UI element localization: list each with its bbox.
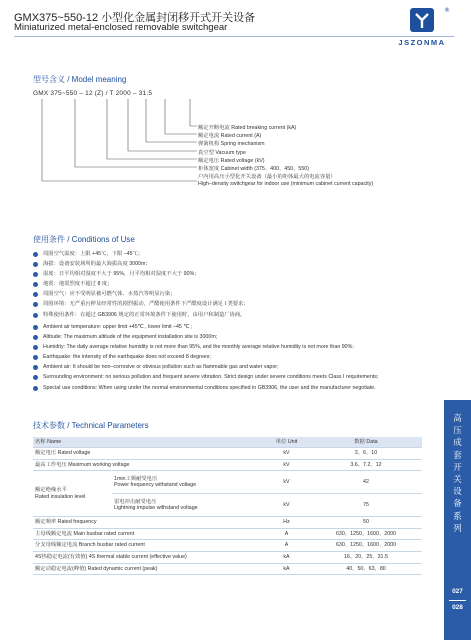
page-title: GMX375~550-12 小型化金属封闭移开式开关设备 xyxy=(14,12,256,24)
cell-unit: A xyxy=(284,530,289,537)
sidebar-series-tab xyxy=(444,400,471,640)
legend-cabinet-width: 柜体宽度 Cabinet width (375、400、450、550) xyxy=(198,166,309,172)
table-header-row xyxy=(33,437,422,448)
table-row xyxy=(33,563,422,575)
cell-unit: A xyxy=(284,542,289,549)
cell-name: 额定动稳定电流(峰值) Rated dynamic current (peak) xyxy=(35,565,158,572)
legend-breaking-current: 额定开断电流 Rated breaking current (kA) xyxy=(198,125,297,131)
cell-data: 630、1250、1600、2000 xyxy=(335,530,397,537)
table-row xyxy=(33,448,422,460)
list-item: Altitude: The maximum altitude of the equipment installation site is 3000m; xyxy=(33,332,444,342)
cell-data: 40、50、63、80 xyxy=(346,565,386,572)
legend-vacuum-type: 真空型 Vacuum type xyxy=(198,150,246,156)
page-number-divider xyxy=(449,600,466,601)
legend-indoor-cn: 户内用高压小型化开关设备（最小的柜体最大的电流容量） xyxy=(198,174,336,180)
list-item: Ambient air temperature: upper limit +45℃ , lower limit –45 ℃ ; xyxy=(33,322,444,332)
conditions-en-list xyxy=(33,322,444,393)
list-item: 海拔：设备安装场所的最大海拔高度 3000m； xyxy=(33,259,444,269)
cell-unit: kV xyxy=(283,450,290,457)
table-row xyxy=(33,517,422,529)
list-item: 周围环境：无严重污秽及经常性的剧烈振动，严酷使用条件下严酷度设计满足 I 类要求； xyxy=(33,299,444,309)
cell-unit: kA xyxy=(283,565,290,572)
cell-name: 主母线额定电流 Main busbar rated current xyxy=(35,530,135,537)
list-item: 地震：地震烈度不超过 8 度； xyxy=(33,279,444,289)
cell-name: 1min工频耐受电压 Power frequency withstand voltage xyxy=(114,475,197,489)
legend-rated-current: 额定电流 Rated current (A) xyxy=(198,133,262,139)
cell-name: 最高工作电压 Maximum working voltage xyxy=(35,461,130,468)
conditions-title: 使用条件 / Conditions of Use xyxy=(33,235,135,244)
header-name: 名称 Name xyxy=(33,437,263,448)
legend-spring-mechanism: 弹簧机构 Spring mechanism xyxy=(198,141,265,147)
list-item: 湿度：日平均相对湿度不大于 95%，月平均相对湿度不大于 90%； xyxy=(33,269,444,279)
page-number-top: 027 xyxy=(452,588,463,595)
cell-unit: kV xyxy=(283,461,290,468)
table-row xyxy=(33,471,422,494)
cell-name: 4S热稳定电流(有效值) 4S thermal stable current (effective value) xyxy=(35,554,187,561)
table-row xyxy=(33,528,422,540)
cell-data: 42 xyxy=(363,478,369,485)
model-code: GMX 375~550 – 12 (Z) / T 2000 – 31.5 xyxy=(33,90,153,97)
list-item: 周围空气温度：上限 +45℃，下限 –45℃； xyxy=(33,249,444,259)
list-item: Surrounding environment: no serious pollution and frequent severe vibration. Strict design under severe conditions meets Class I requirements; xyxy=(33,372,444,382)
list-item: Ambient air: It should be non–corrosive or obvious pollution such as flammable gas and water vapor; xyxy=(33,362,444,372)
sidebar-series-label: 高 压 成 套 开 关 设 备 系 列 xyxy=(453,413,462,533)
cell-name: 雷电冲击耐受电压 Lightning impulse withstand voltage xyxy=(114,498,198,512)
legend-indoor-en: High–density switchgear for indoor use (minimum cabinet current capacity) xyxy=(198,181,374,187)
list-item: 周围空气：应不受明显被可燃气体、水蒸汽等明显污染； xyxy=(33,289,444,299)
header-unit: 单位 Unit xyxy=(263,437,310,448)
page-subtitle: Miniaturized metal-enclosed removable switchgear xyxy=(14,22,228,33)
list-item: Earthquake: the intensity of the earthquake does not exceed 8 degrees; xyxy=(33,352,444,362)
list-item: Special use conditions: When using under the normal environmental conditions specified in GB3906, the user and the manufacturer negotiate. xyxy=(33,383,444,393)
cell-name: 额定频率 Rated frequency xyxy=(35,519,97,526)
legend-rated-voltage: 额定电压 Rated voltage (kV) xyxy=(198,158,265,164)
cell-data: 630、1250、1600、2000 xyxy=(335,542,397,549)
header-data: 数据 Data xyxy=(310,437,422,448)
logo-text: JSZONMA xyxy=(398,38,446,47)
list-item: Humidity: The daily average relative humidity is not more than 95%, and the monthly average relative humidity is not more than 90%; xyxy=(33,342,444,352)
cell-unit: Hz xyxy=(283,519,290,526)
cell-name: 额定电压 Rated voltage xyxy=(35,450,91,457)
model-meaning-title: 型号含义 / Model meaning xyxy=(33,75,127,84)
registered-mark: ® xyxy=(444,7,450,14)
cell-data: 3、6、10 xyxy=(354,450,378,457)
table-row xyxy=(33,540,422,552)
conditions-cn-list xyxy=(33,249,444,320)
cell-name: 分支母线额定电流 Branch busbar rated current xyxy=(35,542,145,549)
technical-title: 技术参数 / Technical Parameters xyxy=(33,421,149,430)
cell-data: 50 xyxy=(363,519,369,526)
cell-data: 75 xyxy=(363,501,369,508)
technical-table xyxy=(33,437,422,575)
table-row xyxy=(33,459,422,471)
cell-unit: kV xyxy=(283,501,290,508)
table-row xyxy=(33,551,422,563)
cell-unit: kA xyxy=(283,554,290,561)
cell-unit: kV xyxy=(283,478,290,485)
cell-data: 16、20、25、31.5 xyxy=(344,554,388,561)
list-item: 特殊使用条件：在超过 GB3906 规定的正常环境条件下使用时，由用户和制造厂协商。 xyxy=(33,310,444,320)
cell-insulation-level: 额定绝缘水平 Rated insulation level xyxy=(35,487,86,500)
cell-data: 3.6、7.2、12 xyxy=(350,461,382,468)
page-number-bottom: 028 xyxy=(452,604,463,611)
